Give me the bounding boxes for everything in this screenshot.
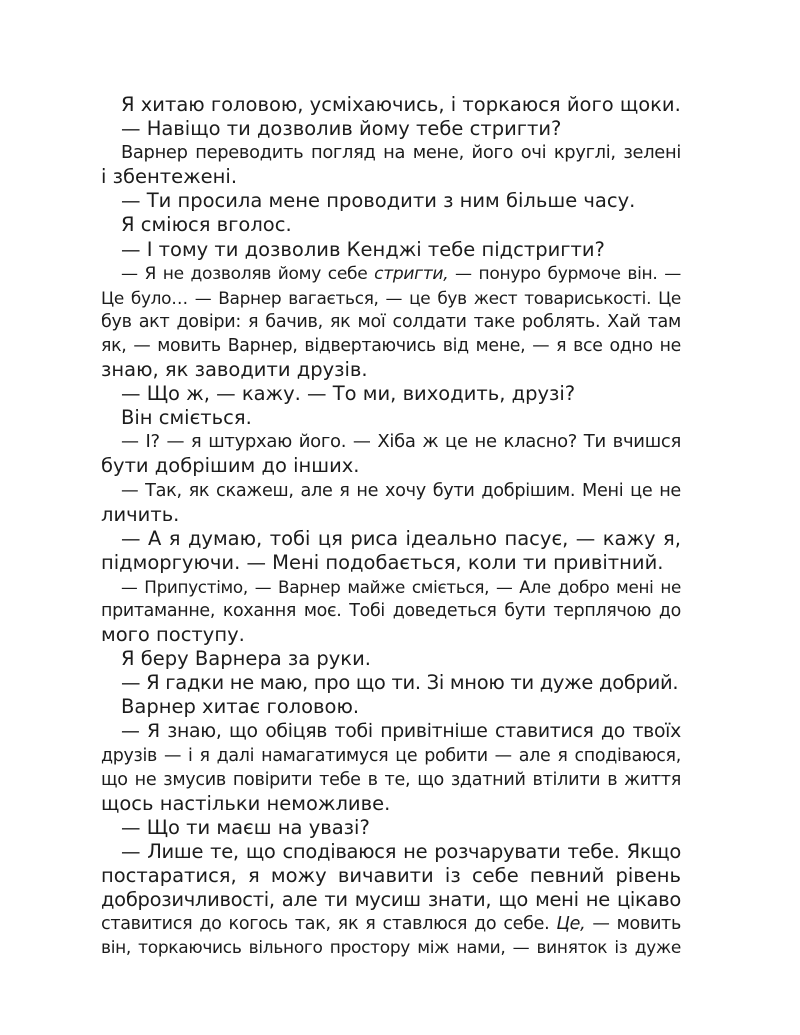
- text-line: Варнер хитає головою.: [121, 695, 360, 719]
- text-line: притаманне, кохання моє. Тобі доведеться бути терплячою до: [101, 600, 681, 621]
- text-run: — понуро бурмоче він. —: [448, 263, 681, 284]
- text-line: підморгуючи. — Мені подобається, коли ти привітний.: [101, 550, 664, 574]
- text-line: [101, 262, 681, 286]
- text-line: що не змусив повірити тебе в те, що здатний втілити в життя: [101, 769, 681, 790]
- text-line: — Я гадки не маю, про що ти. Зі мною ти дуже добрий.: [121, 671, 679, 695]
- text-line: — Припустімо, — Варнер майже сміється, — Але добро мені не: [121, 576, 681, 597]
- text-line: був акт довіри: я бачив, як мої солдати таке роблять. Хай там: [101, 311, 681, 332]
- text-line: друзів — і я далі намагатимуся це робити — але я сподіваюся,: [101, 745, 681, 766]
- text-line: — Ти просила мене проводити з ним більше часу.: [121, 189, 636, 213]
- text-line: — Що ти маєш на увазі?: [121, 815, 370, 839]
- text-line: Я сміюся вголос.: [121, 213, 292, 237]
- text-line: — Навіщо ти дозволив йому тебе стригти?: [121, 117, 562, 141]
- text-line: — Що ж, — кажу. — То ми, виходить, друзі?: [121, 382, 576, 406]
- text-line: [101, 912, 681, 936]
- text-run: ставитися до когось так, як я ставлюся до себе.: [101, 914, 557, 935]
- text-line: — Так, як скажеш, але я не хочу бути добрішим. Мені це не: [121, 480, 681, 501]
- text-line: Я беру Варнера за руки.: [121, 647, 371, 671]
- text-line: личить.: [101, 502, 180, 526]
- text-line: Він сміється.: [121, 406, 252, 430]
- text-line: Це було… — Варнер вагається, — це був жест товариськості. Це: [101, 287, 681, 308]
- text-line: Варнер переводить погляд на мене, його очі круглі, зелені: [121, 142, 681, 164]
- emphasis-run: Це,: [556, 914, 586, 935]
- text-line: Я хитаю головою, усміхаючись, і торкаюся його щоки.: [121, 93, 681, 116]
- text-run: — Я не дозволяв йому себе: [121, 263, 375, 284]
- text-line: як, — мовить Варнер, відвертаючись від мене, — я все одно не: [101, 335, 681, 356]
- text-line: щось настільки неможливе.: [101, 791, 391, 815]
- text-run: — мовить: [585, 914, 681, 935]
- text-line: доброзичливості, але ти мусиш знати, що мені не цікаво: [101, 888, 681, 912]
- text-line: — Я знаю, що обіцяв тобі привітніше ставитися до твоїх: [121, 720, 681, 743]
- emphasis-run: стригти,: [374, 263, 449, 284]
- text-line: знаю, як заводити друзів.: [101, 358, 368, 382]
- text-line: мого поступу.: [101, 623, 245, 647]
- text-line: постаратися, я можу вичавити із себе певний рівень: [101, 864, 681, 887]
- text-line: — Лише те, що сподіваюся не розчарувати тебе. Якщо: [121, 839, 681, 863]
- text-line: бути добрішим до інших.: [101, 454, 360, 478]
- text-line: — І? — я штурхаю його. — Хіба ж це не класно? Ти вчишся: [121, 431, 681, 453]
- text-line: — І тому ти дозволив Кенджі тебе підстригти?: [121, 237, 605, 261]
- text-line: він, торкаючись вільного простору між нами, — виняток із дуже: [101, 938, 681, 959]
- text-line: — А я думаю, тобі ця риса ідеально пасує, — кажу я,: [121, 526, 681, 550]
- text-line: і збентежені.: [101, 165, 238, 189]
- body-text: [101, 93, 681, 960]
